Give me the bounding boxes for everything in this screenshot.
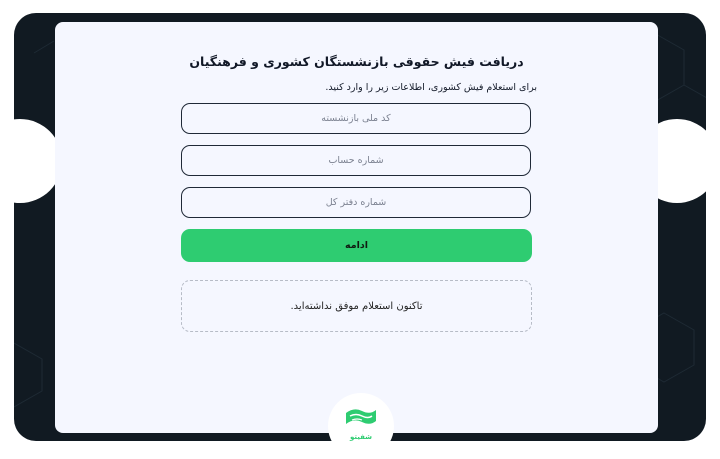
inquiry-notice-text: تاکنون استعلام موفق نداشته‌اید. [290,300,423,312]
ledger-number-input[interactable] [181,187,531,218]
page-title: دریافت فیش حقوقی بازنشستگان کشوری و فرهنگیان [189,54,524,69]
account-number-input[interactable] [181,145,531,176]
shafito-logo-text: شفیتو [349,433,373,441]
national-code-input[interactable] [181,103,531,134]
instruction-text: برای استعلام فیش کشوری، اطلاعات زیر را وارد کنید. [325,82,537,93]
inquiry-notice [181,280,532,332]
continue-button[interactable]: ادامه [181,229,532,262]
shafito-logo-icon [344,407,378,431]
form-card [55,22,658,433]
